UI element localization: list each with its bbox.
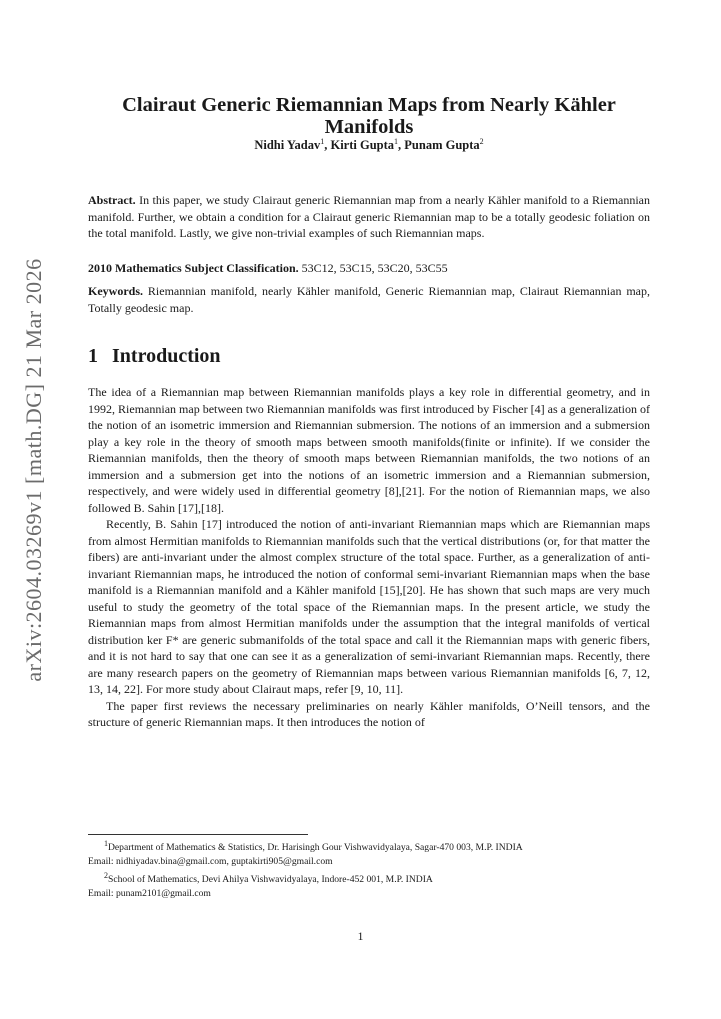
keywords-text: Riemannian manifold, nearly Kähler manifold, Generic Riemannian map, Clairaut Riemannian map, Totally geodesic map.: [88, 284, 651, 315]
author-name: Kirti Gupta: [330, 138, 395, 153]
footnotes: [88, 837, 650, 901]
msc-label: 2010 Mathematics Subject Classification.: [88, 261, 299, 275]
author-name: Nidhi Yadav: [254, 138, 321, 153]
author-affiliation-mark: 2: [479, 137, 484, 146]
abstract-label: Abstract.: [88, 193, 136, 207]
abstract-text: In this paper, we study Clairaut generic Riemannian map from a nearly Kähler manifold to a Riemannian manifold. Further, we obtain a condition for a Clairaut generic Riemannian map to be a totally geodesic foliation on the total manifold. Lastly, we give non-trivial examples of such Riemannian maps.: [88, 193, 651, 241]
author-name: Punam Gupta: [404, 138, 480, 153]
abstract: [88, 192, 650, 242]
footnote: $^2$School of Mathematics, Devi Ahilya Vishwavidyalaya, Indore-452 001, M.P. INDIA: [104, 870, 433, 885]
arxiv-identifier: arXiv:2604.03269v1 [math.DG] 21 Mar 2026: [21, 258, 46, 682]
paragraph: Recently, B. Sahin [17] introduced the notion of anti-invariant Riemannian maps which are Riemannian maps from almost Hermitian manifolds to Riemannian manifolds such that the vertical distributions (or, for that matter the fibers) are anti-invariant under the almost complex structure of the total space. Further, as a generalization of anti-invariant Riemannian maps, he introduced the notion of conformal semi-invariant Riemannian maps when the base manifold is a Riemannian manifold and a Kähler manifold [15],[20]. He has shown that such maps are very much useful to study the geometry of the total space of the Riemannian maps. In the present article, we study the Riemannian maps from almost Hermitian manifolds under the assumption that the integral manifolds of vertical distribution ker F* are generic submanifolds of the total space and call it the Riemannian maps with generic fibers, and it is not hard to say that one can see it as a generalization of semi-invariant Riemannian maps. Recently, there are many research papers on the geometry of Riemannian maps between various Riemannian manifolds [6, 7, 12, 13, 14, 22]. For more study about Clairaut maps, refer [9, 10, 11].: [88, 517, 650, 696]
arxiv-sidebar-stamp: [14, 240, 54, 700]
section-title: Introduction: [112, 345, 221, 367]
footnote-email: Email: nidhiyadav.bina@gmail.com, guptakirti905@gmail.com: [88, 855, 333, 867]
paragraph: The paper first reviews the necessary preliminaries on nearly Kähler manifolds, O’Neill tensors, and the structure of generic Riemannian maps. It then introduces the notion of: [88, 698, 650, 729]
page-number: 1: [357, 929, 364, 943]
section-heading: [88, 345, 221, 368]
keywords: [88, 283, 650, 316]
introduction-body: [88, 384, 650, 731]
author-affiliation-mark: 1: [394, 137, 399, 146]
footnote-email: Email: punam2101@gmail.com: [88, 887, 211, 899]
author-affiliation-mark: 1: [320, 137, 325, 146]
paper-title: Clairaut Generic Riemannian Maps from Nearly Kähler Manifolds: [122, 94, 616, 138]
msc-codes: 53C12, 53C15, 53C20, 53C55: [301, 261, 448, 275]
keywords-label: Keywords.: [88, 284, 143, 298]
footnote: $^1$Department of Mathematics & Statistics, Dr. Harisingh Gour Vishwavidyalaya, Sagar-470 003, M.P. INDIA: [104, 839, 523, 854]
section-number: 1: [88, 345, 98, 367]
footnote-rule: [88, 834, 308, 835]
paragraph: The idea of a Riemannian map between Riemannian manifolds plays a key role in differential geometry, and in 1992, Riemannian map between two Riemannian manifolds was first introduced by Fischer [4] as a generalization of the notion of an isometric immersion and Riemannian submersion. The notions of an immersion and a submersion play a key role in the theory of smooth maps between smooth manifolds(finite or infinite). If we consider the Riemannian manifolds, then the theory of smooth maps between Riemannian manifolds, the two notions of an immersion and a submersion get into the notions of an isometric immersion and a Riemannian submersion, respectively, and were widely used in differential geometry [8],[21]. For the notion of Riemannian maps, we also followed B. Sahin [17],[18].: [88, 385, 650, 515]
msc-classification: [88, 260, 650, 277]
author-list: Nidhi Yadav$^1$, Kirti Gupta$^1$, Punam Gupta$^2$: [254, 137, 484, 153]
